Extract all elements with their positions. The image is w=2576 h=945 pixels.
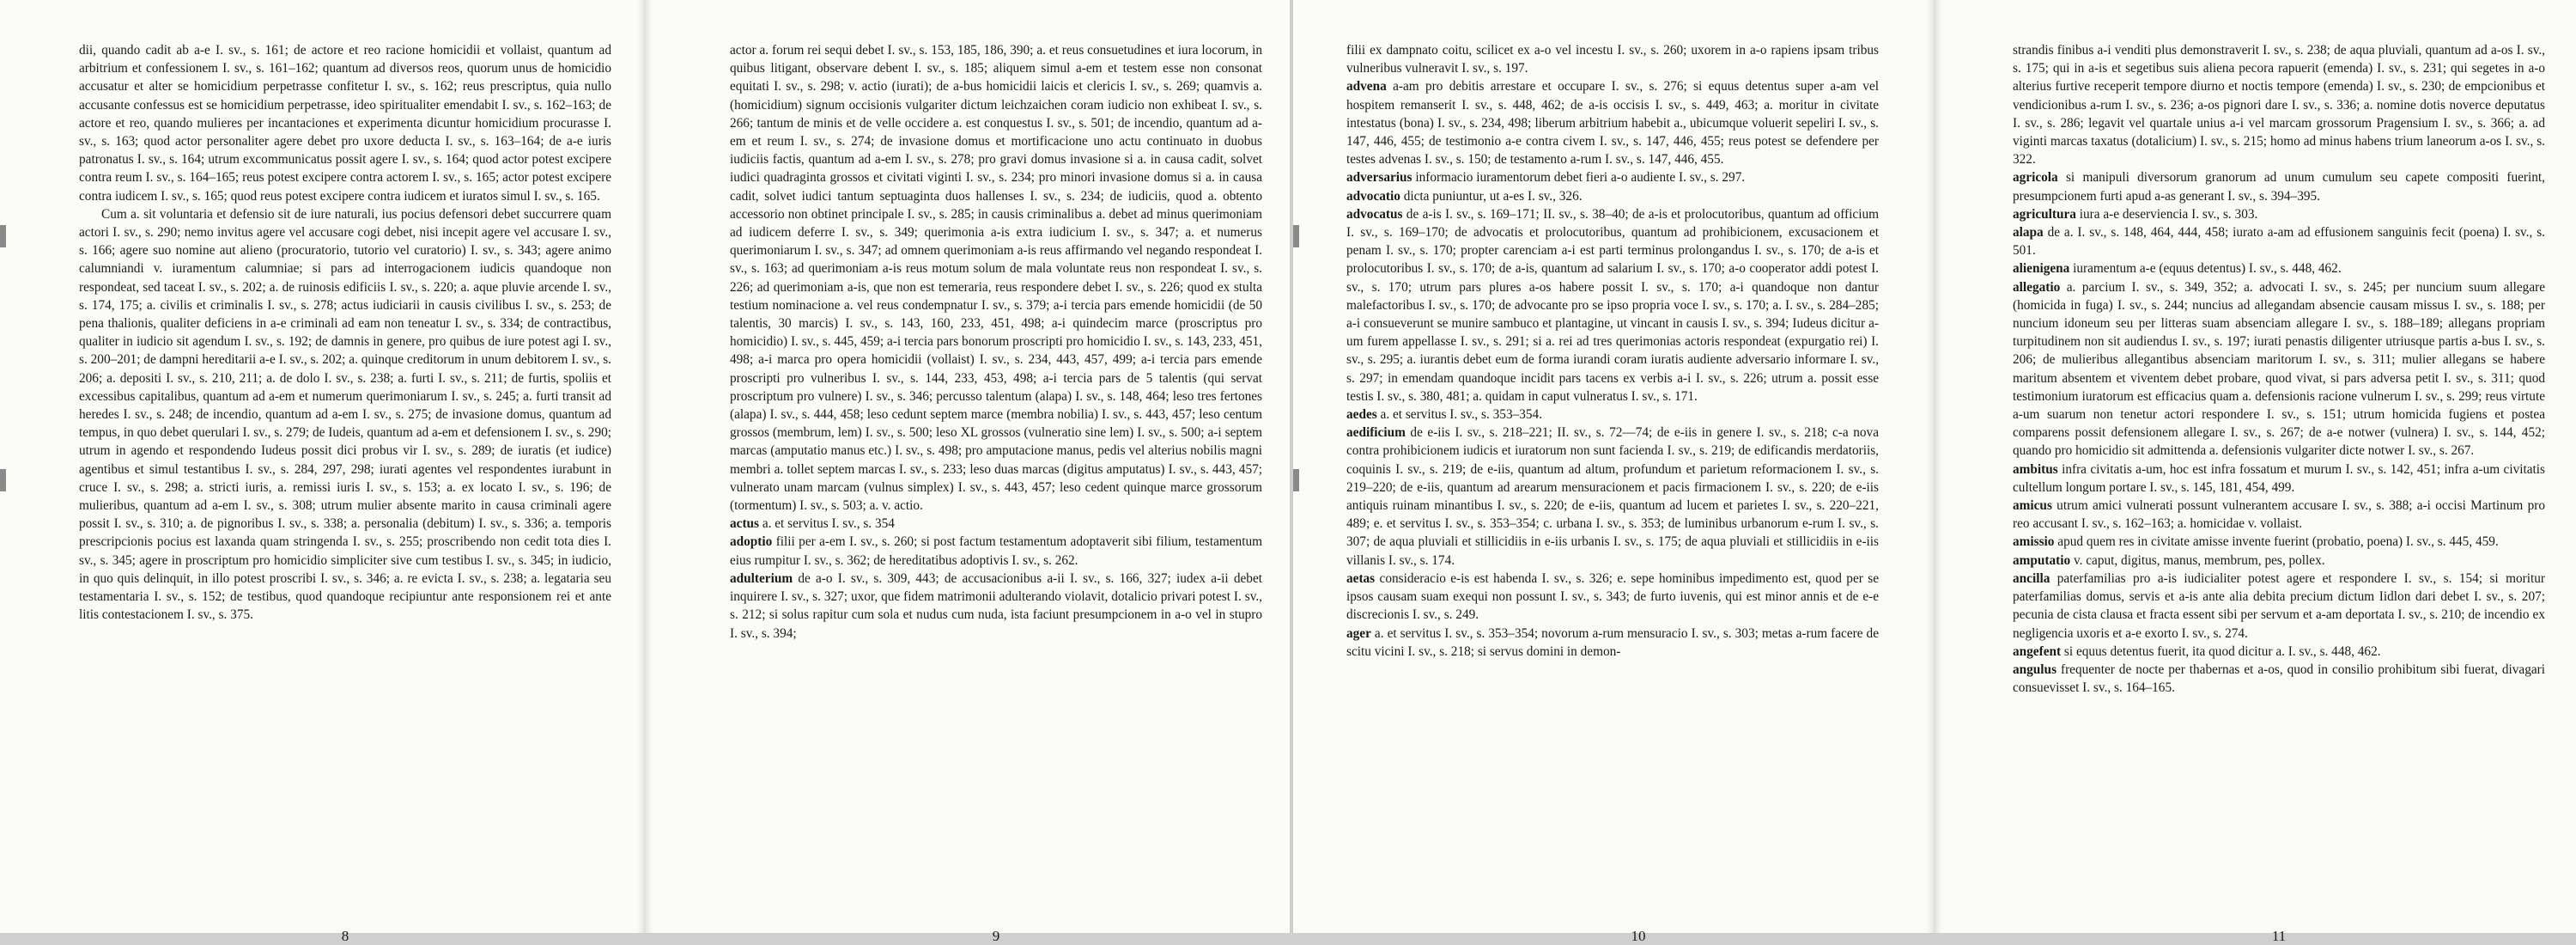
entry-headword: aedificium: [1346, 425, 1406, 441]
entry-text: de a-is I. sv., s. 169–171; II. sv., s. 38–40; de a-is et prolocutoribus, quantum ad officium I. sv., s. 169–170; de advocatis et prolocutoribus, quantum ad prohibicionem, excusacionem et penam I. sv., s. 170; propter carenciam a-i est parti terminus prolongandus I. sv., s. 170; de a-is et prolocutoribus I. sv., s. 170; de a-is, quantum ad salarium I. sv., s. 170; a-o cooperator addi potest I. sv., s. 170; utrum pars plures a-os habere possit I. sv., s. 170; a-i quandoque non dantur malefactoribus I. sv., s. 170; de advocante pro se ipso propria voce I. sv., s. 170; a. I. sv., s. 284–285; a-i consueverunt se munire sambuco et plantagine, ut vincant in causis I. sv., s. 394; Iudeus dicitur a-um furem appellasse I. sv., s. 291; si a. rei ad tres querimonias actoris respondeat (expurgatio rei) I. sv., s. 295; a. iurantis debet eum de forma iurandi coram iuratis audiente adversario informare I. sv., s. 297; in emendam quandoque incidit pars tacens ex verbis a-i I. sv., s. 226; utrum a. possit esse testis I. sv., s. 380, 481; a. quidam in caput vulneratus I. sv., s. 171.: [1346, 206, 1879, 404]
index-entry: [1346, 424, 1879, 570]
entry-text: a. parcium I. sv., s. 349, 352; a. advocati I. sv., s. 245; per nuncium suum allegare (homicida in fuga) I. sv., s. 244; nuncius ad allegandam absencie causam missus I. sv., s. 188; per nuncium idoneum seu per litteras suam absenciam allegare I. sv., s. 188–189; allegans propriam turpitudinem non sit audiendus I. sv., s. 197; iurati penastis diligenter utriusque partis a-bus I. sv., s. 206; de mulieribus allegantibus absenciam maritorum I. sv., s. 311; mulier allegans se habere maritum absentem et viventem debet probare, quod vivat, si pars adversa petit I. sv., s. 311; quod testimonium iuratorum est efficacius quam a. defensionis racione vulnerum I. sv., s. 299; reus virtute a-um suarum non tenetur actori respondere I. sv., s. 151; utrum homicida fugiens et postea comparens possit defensionem allegare I. sv., s. 267; de a-e notwer (vulnera) I. sv., s. 144, 452; quando pro homicidio sit admittenda a. defensionis vulgariter dicte notwer I. sv., s. 267.: [2013, 279, 2545, 459]
index-entry: [1346, 187, 1879, 205]
edge-mark: [0, 469, 6, 491]
page-10: [1346, 41, 1879, 944]
index-entry: [1346, 41, 1879, 77]
entry-headword: ager: [1346, 625, 1371, 641]
index-entry: [730, 41, 1262, 515]
entry-text: si manipuli diversorum granorum ad unum cumulum seu capete compositi fuerint, presumpcionem furti apud a-as generant I. sv., s. 394–395.: [2013, 170, 2545, 204]
entry-text: a. et servitus I. sv., s. 354: [759, 516, 895, 532]
index-entry: [2013, 643, 2545, 661]
entry-text: de a. I. sv., s. 148, 464, 444, 458; iurato a-am ad effusionem sanguinis fecit (poena) I. sv., s. 501.: [2013, 225, 2545, 259]
index-entry: [1346, 570, 1879, 625]
page-9: [730, 41, 1263, 944]
entry-headword: amputatio: [2013, 552, 2071, 568]
gutter: [1927, 0, 1942, 933]
entry-headword: amissio: [2013, 534, 2055, 550]
page-number: 8: [341, 928, 349, 944]
entry-text: utrum amici vulnerati possunt vulnerantem accusare I. sv., s. 388; a-i occisi Martinum pro reo accusant I. sv., s. 162–163; a. homicidae v. vollaist.: [2013, 498, 2545, 532]
entry-text: a. et servitus I. sv., s. 353–354.: [1376, 407, 1543, 423]
entry-text: a. et servitus I. sv., s. 353–354; novorum a-rum mensuracio I. sv., s. 303; metas a-rum facere de scitu vicini I. sv., s. 218; si servus domini in demon-: [1346, 625, 1879, 659]
entry-text: de a-o I. sv., s. 309, 443; de accusacionibus a-ii I. sv., s. 166, 327; iudex a-ii debet inquirere I. sv., s. 327; uxor, que fidem matrimonii adulterando violavit, dotalicio privari potest I. sv., s. 212; si solus rapitur cum sola et nudus cum nuda, ista faciunt presumpcionem in a-o vel in stupro I. sv., s. 394;: [730, 570, 1262, 641]
entry-headword: aedes: [1346, 407, 1377, 423]
gutter: [637, 0, 653, 933]
index-entry: [730, 515, 1262, 533]
index-entry: [2013, 278, 2545, 460]
entry-text: filii per a-em I. sv., s. 260; si post factum testamentum adoptaverit sibi filium, testamentum eius rumpitur I. sv., s. 362; de hereditatibus adoptivis I. sv., s. 262.: [730, 534, 1262, 568]
index-entry: [2013, 570, 2545, 643]
index-entry: [2013, 259, 2545, 277]
index-entry: [2013, 460, 2545, 497]
entry-text: dicta puniuntur, ut a-es I. sv., 326.: [1400, 188, 1583, 204]
page-9-text: [730, 41, 1262, 643]
entry-headword: adoptio: [730, 534, 773, 550]
paragraph: dii, quando cadit ab a-e I. sv., s. 161; de actore et reo racione homicidii et vollaist, quantum ad arbitrium et confessionem I. sv., s. 161–162; quantum ad diversos reos, quorum unus de homicidio accusatur et alter se homicidium perpetrasse confitetur I. sv., s. 162; reus prescriptus, quia nullo accusante confessus est se homicidium perpetrasse, ideo spiritualiter emendabit I. sv., s. 162–163; de actore et reo, quando mulieres per incantaciones et experimenta dicuntur homicidium procurasse I. sv., s. 163; quod actor personaliter agere debet pro uxore deducta I. sv., s. 163–164; de a-e iuris patronatus I. sv., s. 164; utrum excommunicatus possit agere I. sv., s. 164; quod actor potest excipere contra reum I. sv., s. 164–165; reus potest excipere contra actorem I. sv., s. 165; actor potest excipere contra iudicem I. sv., s. 165; quod reus potest excipere contra iudicem et iuratos simul I. sv., s. 165.: [79, 43, 611, 204]
entry-headword: amicus: [2013, 498, 2052, 514]
entry-text: de e-iis I. sv., s. 218–221; II. sv., s. 72—74; de e-iis in genere I. sv., s. 218; c-a nova contra prohibicionem iudicis et iuratorum non sunt facienda I. sv., s. 219; de edificandis merdatoriis, coquinis I. sv., s. 219; de e-iis, quantum ad altum, profundum et parietum reformacionem I. sv., s. 219–220; de e-iis, quantum ad arearum mensuracionem et pacis firmacionem I. sv., s. 220; de e-iis antiquis ruinam minantibus I. sv., s. 220; de e-iis, quantum ad lucem et parietes I. sv., s. 220–221, 489; e. et servitus I. sv., s. 353–354; c. urbana I. sv., s. 353; de luminibus urbanorum e-rum I. sv., s. 307; de aqua pluviali et stillicidiis in e-iis urbanis I. sv., s. 175; de aqua pluviali et stillicidiis in e-iis villanis I. sv., s. 174.: [1346, 425, 1879, 568]
page-10-text: [1346, 41, 1879, 661]
entry-headword: advocatus: [1346, 206, 1403, 222]
entry-headword: alapa: [2013, 225, 2044, 241]
entry-headword: agricola: [2013, 170, 2058, 186]
index-entry: [1346, 205, 1879, 405]
index-entry: [730, 533, 1262, 569]
entry-text: infra civitatis a-um, hoc est infra fossatum et murum I. sv., s. 142, 451; infra a-um civitatis cultellum longum portare I. sv., s. 145, 181, 454, 499.: [2013, 461, 2545, 495]
page-number: 10: [1631, 928, 1646, 944]
index-entry: [1346, 168, 1879, 186]
entry-headword: ambitus: [2013, 461, 2058, 477]
entry-headword: aetas: [1346, 570, 1376, 586]
entry-headword: advocatio: [1346, 188, 1400, 204]
paragraph: Cum a. sit voluntaria et defensio sit de iure naturali, ius pocius defensori debet succurrere quam actori I. sv., s. 290; nemo invitus agere vel accusare cogi debet, nisi incepit agere vel accusare I. sv., s. 166; agere suo nomine aut alieno (procuratorio, tutorio vel curatorio) I. sv., s. 343; agere animo calumniandi v. iuramentum calumniae; si pars ad interrogacionem iudicis quandoque non respondeat, sed taceat I. sv., s. 202; a. de ruinosis edificiis I. sv., s. 220; a. aque pluvie arcende I. sv., s. 174, 175; a. civilis et criminalis I. sv., s. 278; actus iudiciarii in causis civilibus I. sv., s. 253; de pena thalionis, qualiter deficiens in a-e criminali ad eam non teneatur I. sv., s. 334; de contractibus, qualiter in iudicio sit agendum I. sv., s. 192; de damnis in genere, pro quibus de iure potest agi I. sv., s. 200–201; de dampni hereditarii a-e I. sv., s. 202; a. quinque creditorum in unum debitorem I. sv., s. 206; a. depositi I. sv., s. 210, 211; a. de dolo I. sv., s. 238; a. furti I. sv., s. 211; de furtis, spoliis et excessibus capitalibus, quantum ad a-em et numerum querimoniarum I. sv., s. 245; a. furti transit ad heredes I. sv., s. 248; de incendio, quantum ad a-em I. sv., s. 275; de invasione domus, quantum ad tempus, in quo debet querulari I. sv., s. 279; de Iudeis, quantum ad a-em et defensionem I. sv., s. 290; utrum in agendo et respondendo Iudeus possit dici probus vir I. sv., s. 289; de iuratis (et iudice) agentibus et simul testantibus I. sv., s. 284, 297, 298; iurati agentes vel respondentes iurabunt in cruce I. sv., s. 298; a. stricti iuris, a. remissi iuris I. sv., s. 153; a. ex locato I. sv., s. 196; de mulieribus, quantum ad a-em I. sv., s. 308; utrum mulier absente marito in causa criminali agere possit I. sv., s. 310; a. de pignoribus I. sv., s. 338; a. personalia (debitum) I. sv., s. 336; a. temporis prescripcionis pocius est laxanda quam stringenda I. sv., s. 255; proscribendo non cedit tota dies I. sv., s. 345; agere in proscriptum pro homicidio simpliciter sive cum testibus I. sv., s. 345; in iudicio, in quo quis delinquit, in illo potest proscribi I. sv., s. 346; a. re evicta I. sv., s. 238; a. legataria seu testamentaria I. sv., s. 152; de testibus, quod quandoque recipiuntur ante responsionem rei et ante litis contestacionem I. sv., s. 375.: [79, 206, 611, 623]
page-number: 11: [2271, 928, 2287, 944]
page-8: [79, 41, 611, 944]
entry-text: paterfamilias pro a-is iudicialiter potest agere et respondere I. sv., s. 154; si moritur paterfamilias domus, servis et a-is ante alia debita precium dictum Iidlon dari debet I. sv., s. 207; pecunia de cista clausa et fracta essent sibi per servum et a-am deportata I. sv., s. 210; de incendio ex negligencia uxoris et a-e exorto I. sv., s. 274.: [2013, 570, 2545, 641]
edge-mark: [0, 225, 6, 247]
page-11-text: [2013, 41, 2545, 697]
entry-headword: alienigena: [2013, 261, 2070, 277]
index-entry: [2013, 205, 2545, 223]
page-number: 9: [992, 928, 1000, 944]
index-entry: [2013, 497, 2545, 533]
entry-text: actor a. forum rei sequi debet I. sv., s. 153, 185, 186, 390; a. et reus consuetudines et iura locorum, in quibus litigant, observare debent I. sv., s. 185; aliquem simul a-em et testem esse non consonat equitati I. sv., s. 298; v. actio (iurati); de a-bus homicidii laicis et clericis I. sv., s. 269; quamvis a. (homicidium) signum occisionis vulgariter dictum leichzaichen coram iudicio non exhibeat I. sv., s. 266; tantum de minis et de velle occidere a. est conquestus I. sv., s. 501; de incendio, quantum ad a-em et reum I. sv., s. 274; de invasione domus et mortificacione uno actu continuato in duobus iudiciis factis, quantum ad a-em I. sv., s. 278; pro gravi domus invasione si a. in causa cadit, solvet iudici quadraginta grossos et civitati viginti I. sv., s. 234; pro minori invasione domus si a. in causa cadit, solvet iudici tantum septuaginta duos hallenses I. sv., s. 234; de iudiciis, quod a. obtento accessorio non obtinet principale I. sv., s. 285; in causis criminalibus a. debet ad minus querimoniam ad iudicem deferre I. sv., s. 349; querimonia a-is extra iudicium I. sv., s. 347; a. et numerus querimoniarum I. sv., s. 347; ad omnem querimoniam a-is reus affirmando vel negando respondeat I. sv., s. 163; ad querimoniam a-is reus motum solum de mala voluntate reus non respondeat I. sv., s. 226; ad querimoniam a-is, que non est temeraria, reus respondere debet I. sv., s. 226; quod ex stulta testium nominacione a. vel reus condempnatur I. sv., s. 379; a-i tercia pars emende homicidii (de 50 talentis, 30 marcis) I. sv., s. 143, 160, 233, 451, 498; a-i quindecim marce (proscriptus pro homicidio) I. sv., s. 445, 459; a-i tercia pars bonorum proscripti pro homicidio I. sv., s. 143, 233, 451, 498; a-i marca pro opera homicidii (vollaist) I. sv., s. 234, 443, 457, 499; a-i tercia pars emende proscripti pro vulneribus I. sv., s. 144, 233, 453, 498; a-i tercia pars de 5 talentis (qui servat proscriptum pro vulnere) I. sv., s. 346; percusso talentum (alapa) I. sv., s. 148, 464; leso tres fertones (alapa) I. sv., s. 444, 458; leso cedunt septem marce (membra nobilia) I. sv., s. 443, 457; leso centum grossos (membrum, lem) I. sv., s. 500; leso XL grossos (vulneratio sine lem) I. sv., s. 500; a-i septem marcas (amputatio manus etc.) I. sv., s. 498; pro amputacione manus, pedis vel alterius nobilis magni membri a. tollet septem marcas I. sv., s. 233; leso duas marcas (digitus amputatus) I. sv., s. 443, 457; vulnerato unam marcam (vulnus simplex) I. sv., s. 443, 457; leso cedent quinque marce grossorum (tormentum) I. sv., s. 503; a. v. actio.: [730, 43, 1263, 514]
entry-headword: agricultura: [2013, 206, 2076, 222]
entry-text: informacio iuramentorum debet fieri a-o audiente I. sv., s. 297.: [1412, 170, 1746, 186]
entry-text: iuramentum a-e (equus detentus) I. sv., s. 448, 462.: [2069, 261, 2342, 277]
entry-text: iura a-e deserviencia I. sv., s. 303.: [2075, 206, 2258, 222]
entry-headword: ancilla: [2013, 570, 2050, 586]
page-8-text: [79, 41, 611, 625]
index-entry: [2013, 552, 2545, 570]
index-entry: [1346, 405, 1879, 424]
index-entry: [2013, 223, 2545, 259]
index-entry: [1346, 625, 1879, 661]
entry-text: si equus detentus fuerit, ita quod dicitur a. I. sv., s. 448, 462.: [2061, 643, 2381, 659]
index-entry: [2013, 168, 2545, 204]
entry-headword: adulterium: [730, 570, 793, 586]
entry-text: apud quem res in civitate amisse invente fuerint (probatio, poena) I. sv., s. 445, 459.: [2054, 534, 2499, 550]
entry-headword: actus: [730, 516, 759, 532]
index-entry: [2013, 661, 2545, 697]
page-11: [2013, 41, 2545, 944]
entry-headword: angefent: [2013, 643, 2062, 659]
entry-text: a-am pro debitis arrestare et occupare I. sv., s. 276; si equus detentus super a-am vel hospitem remanserit I. sv., s. 448, 462; de a-is occisis I. sv., s. 449, 463; a. moritur in civitate intestatus (bona) I. sv., s. 234, 498; liberum arbitrium habebit a., ubicumque voluerit sepeliri I. sv., s. 147, 446, 455; de testimonio a-e contra civem I. sv., s. 147, 446, 455; reus potest se defendere per testes advenas I. sv., s. 150; de testamento a-rum I. sv., s. 147, 446, 455.: [1346, 79, 1879, 168]
index-entry: [2013, 533, 2545, 551]
entry-headword: advena: [1346, 79, 1387, 94]
index-entry: [1346, 77, 1879, 168]
entry-text: v. caput, digitus, manus, membrum, pes, pollex.: [2070, 552, 2325, 568]
entry-text: frequenter de nocte per thabernas et a-os, quod in consilio prohibitum sibi fuerat, divagari consuevisset I. sv., s. 164–165.: [2013, 662, 2545, 696]
entry-headword: angulus: [2013, 662, 2057, 677]
edge-mark: [1293, 225, 1299, 247]
index-entry: [2013, 41, 2545, 168]
entry-text: filii ex dampnato coitu, scilicet ex a-o vel incestu I. sv., s. 260; uxorem in a-o rapiens ipsam tribus vulneribus vulneravit I. sv., s. 197.: [1346, 43, 1879, 76]
entry-headword: allegatio: [2013, 279, 2061, 295]
entry-headword: adversarius: [1346, 170, 1413, 186]
index-entry: [730, 570, 1262, 643]
entry-text: consideracio e-is est habenda I. sv., s. 326; e. sepe hominibus impedimento est, quod per se ipsos causam suam exequi non possunt I. sv., s. 343; de furto iuvenis, qui est minor annis et de e-e discrecionis I. sv., s. 249.: [1346, 570, 1879, 623]
entry-text: strandis finibus a-i venditi plus demonstraverit I. sv., s. 238; de aqua pluviali, quantum ad a-os I. sv., s. 175; qui in a-is et segetibus suis aliena pecora rapuerit (emenda) I. sv., s. 231; qui segetes in a-o alterius furtive receperit tempore diurno et noctis tempore (emenda) I. sv., s. 230; de empcionibus et vendicionibus a-rum I. sv., s. 236; a-os pignori dare I. sv., s. 336; a. nomine dotis noverce deputatus I. sv., s. 286; legavit vel quartale unius a-i vel marcam grossorum Pragensium I. sv., s. 366; a. ad viginti marcas taxatus (dotalicium) I. sv., s. 215; homo ad minus habens trium laneorum a-os I. sv., s. 322.: [2013, 43, 2545, 168]
edge-mark: [1293, 469, 1299, 491]
right-spread: [1293, 0, 2576, 944]
